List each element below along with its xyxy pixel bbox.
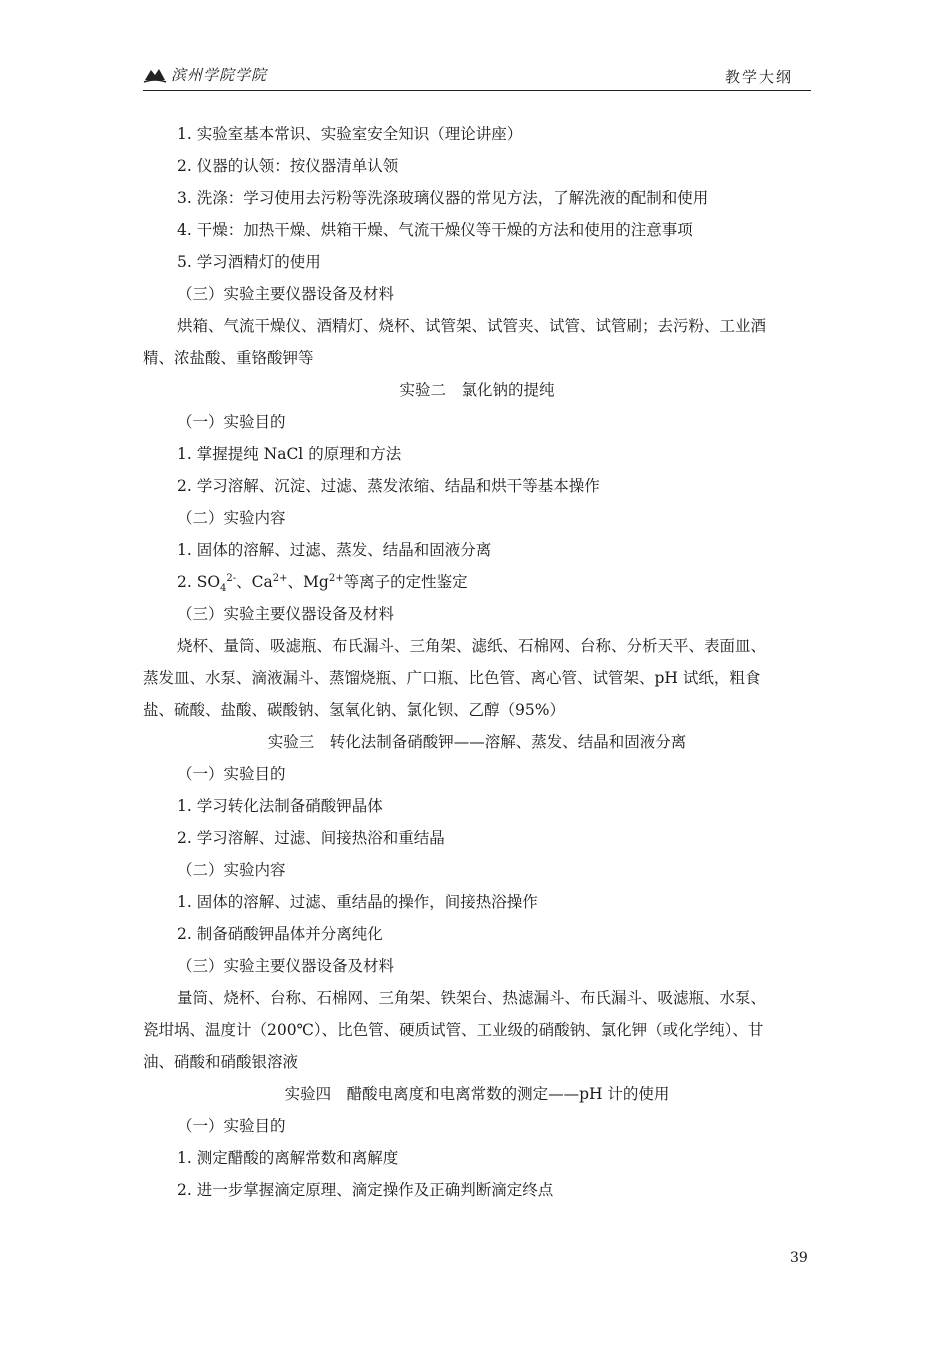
section-heading: （一）实验目的: [177, 765, 286, 783]
experiment-title: 实验四 醋酸电离度和电离常数的测定——pH 计的使用: [284, 1085, 670, 1103]
list-item: 2. 学习溶解、过滤、间接热浴和重结晶: [177, 829, 445, 847]
list-item: 5. 学习酒精灯的使用: [177, 253, 321, 271]
paragraph-line: 烘箱、气流干燥仪、酒精灯、烧杯、试管架、试管夹、试管、试管刷；去污粉、工业酒: [177, 317, 767, 335]
list-item: 2. 制备硝酸钾晶体并分离纯化: [177, 925, 383, 943]
logo-icon: [143, 66, 167, 84]
list-item: 1. 实验室基本常识、实验室安全知识（理论讲座）: [177, 125, 523, 143]
sulfate-subscript: 4: [220, 583, 227, 595]
paragraph-line: 精、浓盐酸、重铬酸钾等: [143, 349, 314, 367]
paragraph-line: 蒸发皿、水泵、滴液漏斗、蒸馏烧瓶、广口瓶、比色管、离心管、试管架、pH 试纸，粗食: [143, 669, 761, 687]
ion-prefix: 2. SO: [177, 573, 221, 591]
list-item: 3. 洗涤：学习使用去污粉等洗涤玻璃仪器的常见方法，了解洗液的配制和使用: [177, 189, 709, 207]
section-heading: （三）实验主要仪器设备及材料: [177, 605, 395, 623]
list-item: 1. 测定醋酸的离解常数和离解度: [177, 1149, 399, 1167]
section-heading: （三）实验主要仪器设备及材料: [177, 957, 395, 975]
ion-suffix: 等离子的定性鉴定: [343, 573, 468, 591]
section-heading: （一）实验目的: [177, 1117, 286, 1135]
list-item: 4. 干燥：加热干燥、烘箱干燥、气流干燥仪等干燥的方法和使用的注意事项: [177, 221, 693, 239]
list-item: 2. 进一步掌握滴定原理、滴定操作及正确判断滴定终点: [177, 1181, 554, 1199]
institution-logo: [143, 64, 267, 85]
list-item: 2. 学习溶解、沉淀、过滤、蒸发浓缩、结晶和烘干等基本操作: [177, 477, 600, 495]
section-heading: （二）实验内容: [177, 509, 286, 527]
page-header: [143, 62, 811, 91]
section-heading: （二）实验内容: [177, 861, 286, 879]
paragraph-line: 量筒、烧杯、台称、石棉网、三角架、铁架台、热滤漏斗、布氏漏斗、吸滤瓶、水泵、: [177, 989, 767, 1007]
list-item-ions: [177, 566, 468, 598]
paragraph-line: 油、硝酸和硝酸银溶液: [143, 1053, 299, 1071]
page-number: 39: [790, 1250, 808, 1266]
document-type: 教学大纲: [724, 68, 793, 86]
institution-name: 滨州学院学院: [171, 66, 268, 84]
section-heading: （三）实验主要仪器设备及材料: [177, 285, 395, 303]
list-item: 2. 仪器的认领：按仪器清单认领: [177, 157, 399, 175]
list-item: 1. 掌握提纯 NaCl 的原理和方法: [177, 445, 402, 463]
sulfate-charge: 2-: [226, 572, 237, 584]
ion-magnesium: 、Mg: [287, 573, 329, 591]
experiment-title: 实验三 转化法制备硝酸钾——溶解、蒸发、结晶和固液分离: [267, 733, 687, 751]
ion-calcium: 、Ca: [236, 573, 273, 591]
experiment-title: 实验二 氯化钠的提纯: [399, 381, 555, 399]
list-item: 1. 固体的溶解、过滤、蒸发、结晶和固液分离: [177, 541, 492, 559]
section-heading: （一）实验目的: [177, 413, 286, 431]
calcium-charge: 2+: [272, 572, 288, 584]
magnesium-charge: 2+: [328, 572, 344, 584]
paragraph-line: 瓷坩埚、温度计（200℃）、比色管、硬质试管、工业级的硝酸钠、氯化钾（或化学纯）、甘: [143, 1021, 764, 1039]
paragraph-line: 烧杯、量筒、吸滤瓶、布氏漏斗、三角架、滤纸、石棉网、台称、分析天平、表面皿、: [177, 637, 767, 655]
paragraph-line: 盐、硫酸、盐酸、碳酸钠、氢氧化钠、氯化钡、乙醇（95%）: [143, 701, 565, 719]
list-item: 1. 固体的溶解、过滤、重结晶的操作，间接热浴操作: [177, 893, 538, 911]
list-item: 1. 学习转化法制备硝酸钾晶体: [177, 797, 383, 815]
